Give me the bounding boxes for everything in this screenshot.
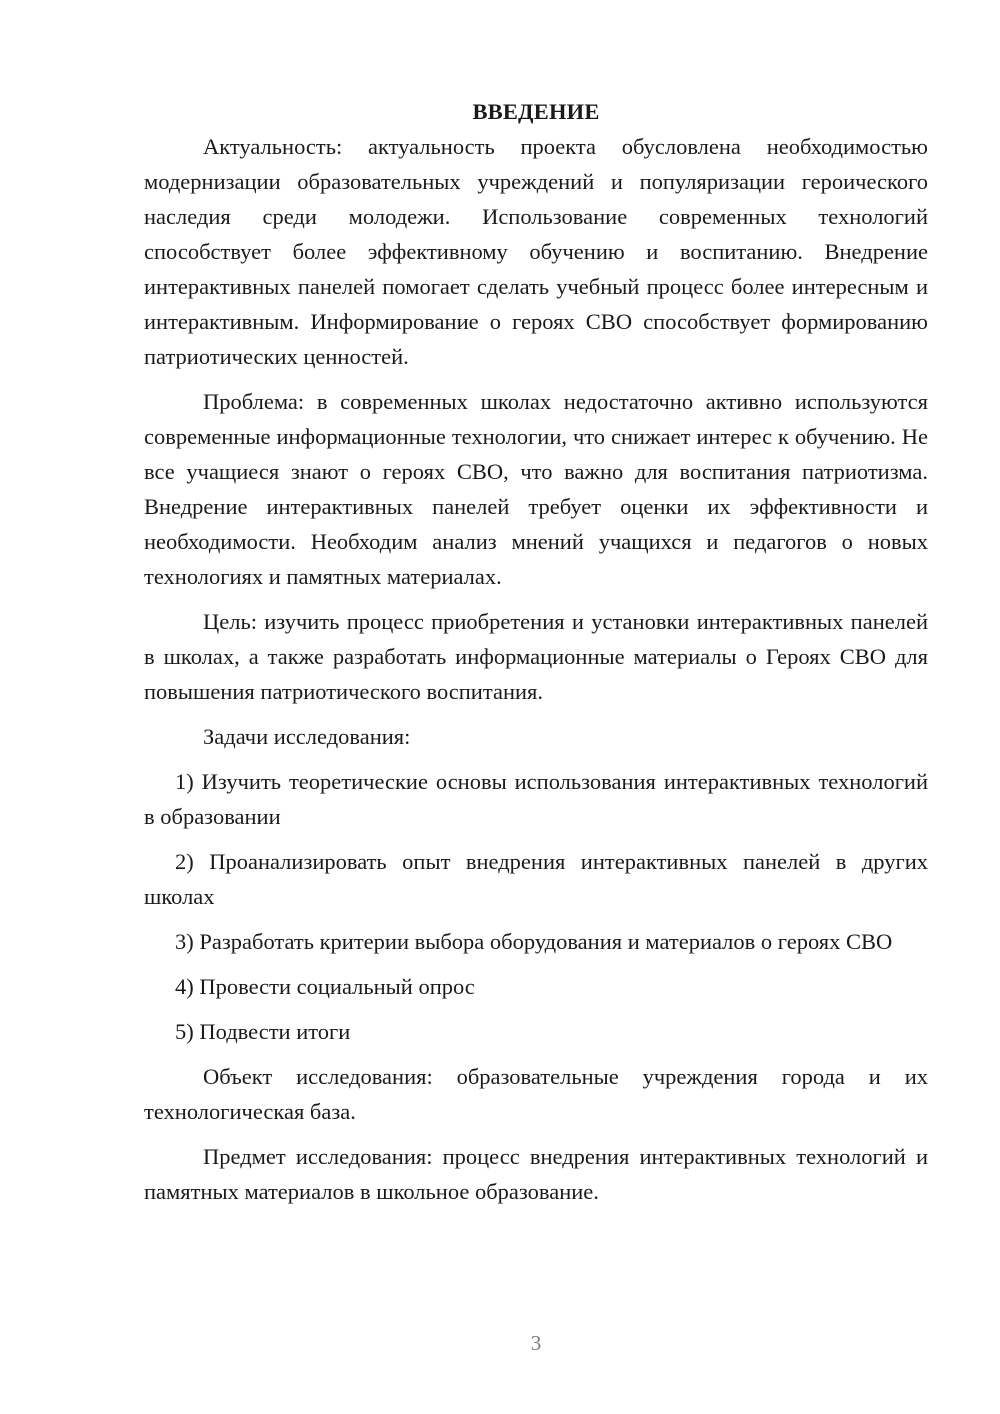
paragraph-spacer	[144, 754, 928, 764]
paragraph-spacer	[144, 959, 928, 969]
paragraph-spacer	[144, 834, 928, 844]
paragraph-spacer	[144, 1129, 928, 1139]
page-title: ВВЕДЕНИЕ	[472, 99, 600, 124]
document-page	[144, 94, 928, 1209]
task-list-item: 4) Провести социальный опрос	[175, 974, 475, 999]
task-list-item: 2) Проанализировать опыт внедрения интерактивных панелей в других школах	[144, 849, 928, 909]
paragraph-subject: Предмет исследования: процесс внедрения интерактивных технологий и памятных материалов в школьное образование.	[144, 1144, 928, 1204]
paragraph-goal: Цель: изучить процесс приобретения и установки интерактивных панелей в школах, а также разработать информационные материалы о Героях СВО для повышения патриотического воспитания.	[144, 609, 928, 704]
paragraph-problem: Проблема: в современных школах недостаточно активно используются современные информационные технологии, что снижает интерес к обучению. Не все учащиеся знают о героях СВО, что важно для воспитания патриотизма. Внедрение интерактивных панелей требует оценки их эффективности и необходимости. Необходим анализ мнений учащихся и педагогов о новых технологиях и памятных материалах.	[144, 389, 928, 589]
paragraph-relevance: Актуальность: актуальность проекта обусловлена необходимостью модернизации образовательных учреждений и популяризации героического наследия среди молодежи. Использование современных технологий способствует более эффективному обучению и воспитанию. Внедрение интерактивных панелей помогает сделать учебный процесс более интересным и интерактивным. Информирование о героях СВО способствует формированию патриотических ценностей.	[144, 134, 928, 369]
paragraph-spacer	[144, 1004, 928, 1014]
paragraph-spacer	[144, 1049, 928, 1059]
paragraph-spacer	[144, 374, 928, 384]
task-list-item: 3) Разработать критерии выбора оборудования и материалов о героях СВО	[175, 929, 893, 954]
page-number: 3	[530, 1331, 542, 1355]
tasks-heading: Задачи исследования:	[203, 724, 411, 749]
paragraph-spacer	[144, 594, 928, 604]
paragraph-spacer	[144, 709, 928, 719]
paragraph-spacer	[144, 914, 928, 924]
paragraph-object: Объект исследования: образовательные учреждения города и их технологическая база.	[144, 1064, 928, 1124]
task-list-item: 1) Изучить теоретические основы использования интерактивных технологий в образовании	[144, 769, 928, 829]
task-list-item: 5) Подвести итоги	[175, 1019, 351, 1044]
